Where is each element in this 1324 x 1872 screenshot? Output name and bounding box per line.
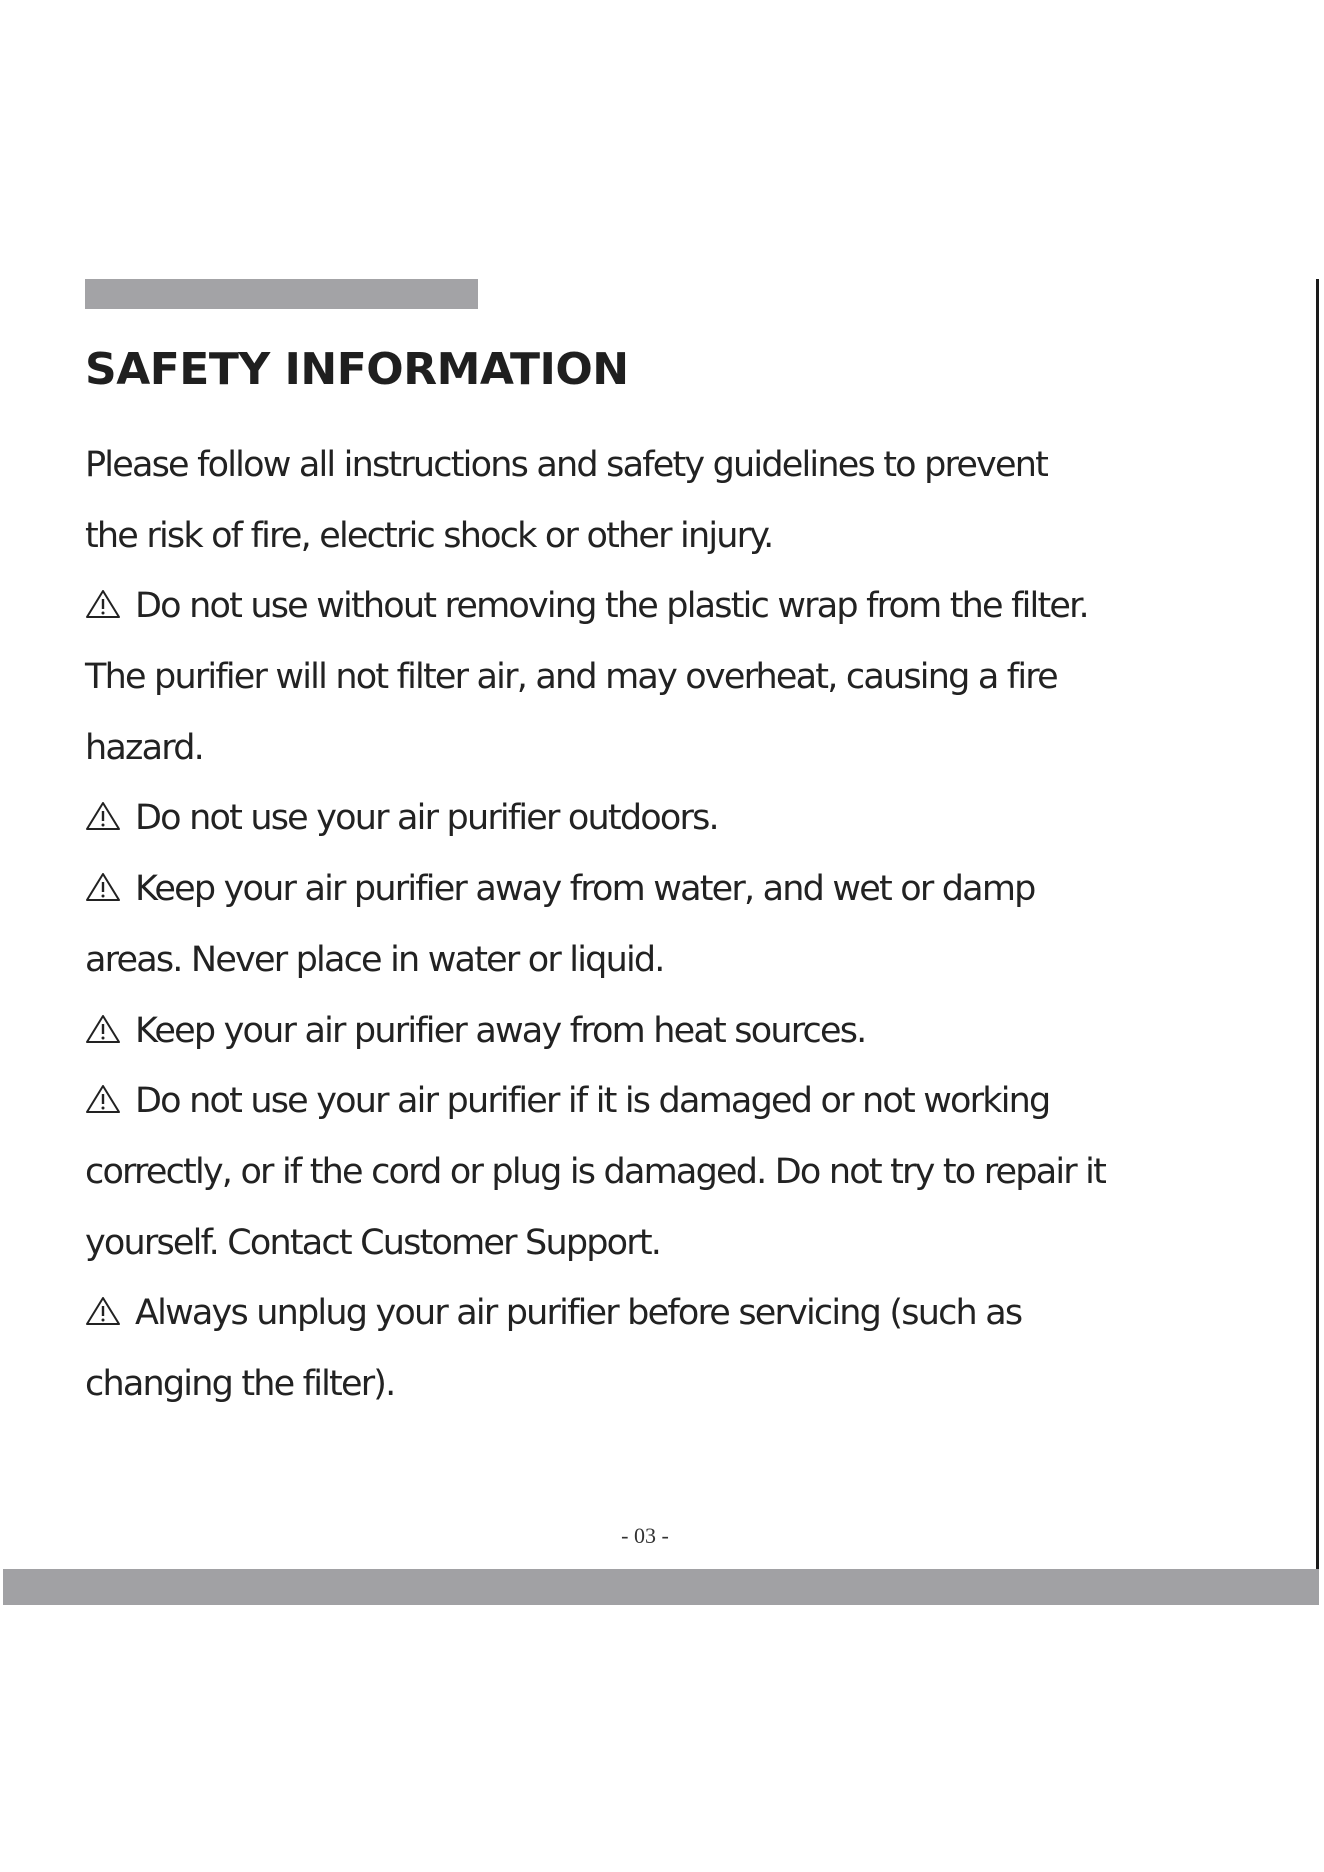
warning-line: yourself. Contact Customer Support. [85,1222,661,1263]
warning-triangle-icon [85,1296,121,1326]
page-number: - 03 - [621,1523,669,1548]
warning-triangle-icon [85,1014,121,1044]
warning-triangle-icon [85,589,121,619]
warning-line: hazard. [85,727,203,768]
footer-bar [3,1569,1319,1605]
warning-line: The purifier will not filter air, and may overheat, causing a fire [85,657,1057,698]
warning-text: Keep your air purifier away from water, and wet or damp [135,869,1035,910]
warning-line: correctly, or if the cord or plug is damaged. Do not try to repair it [85,1151,1106,1192]
warning-line [85,571,1235,642]
warning-triangle-icon [85,1084,121,1114]
warning-line [85,996,1235,1067]
warning-line [85,1278,1235,1349]
safety-content [85,430,1235,1420]
header-accent-bar [85,279,478,309]
warning-line: areas. Never place in water or liquid. [85,939,664,980]
page-title: SAFETY INFORMATION [85,344,629,395]
warning-text: Keep your air purifier away from heat sources. [135,1010,866,1051]
warning-triangle-icon [85,801,121,831]
warning-line: changing the filter). [85,1363,395,1404]
intro-line: the risk of fire, electric shock or other injury. [85,515,773,556]
warning-text: Do not use your air purifier if it is damaged or not working [135,1081,1050,1122]
right-edge-rule [1316,279,1319,1605]
warning-text: Always unplug your air purifier before servicing (such as [135,1293,1022,1334]
warning-line [85,854,1235,925]
warning-text: Do not use without removing the plastic wrap from the filter. [135,586,1088,627]
warning-triangle-icon [85,872,121,902]
warning-line [85,783,1235,854]
warning-line [85,1066,1235,1137]
intro-line: Please follow all instructions and safety guidelines to prevent [85,445,1048,485]
warning-text: Do not use your air purifier outdoors. [135,798,718,839]
